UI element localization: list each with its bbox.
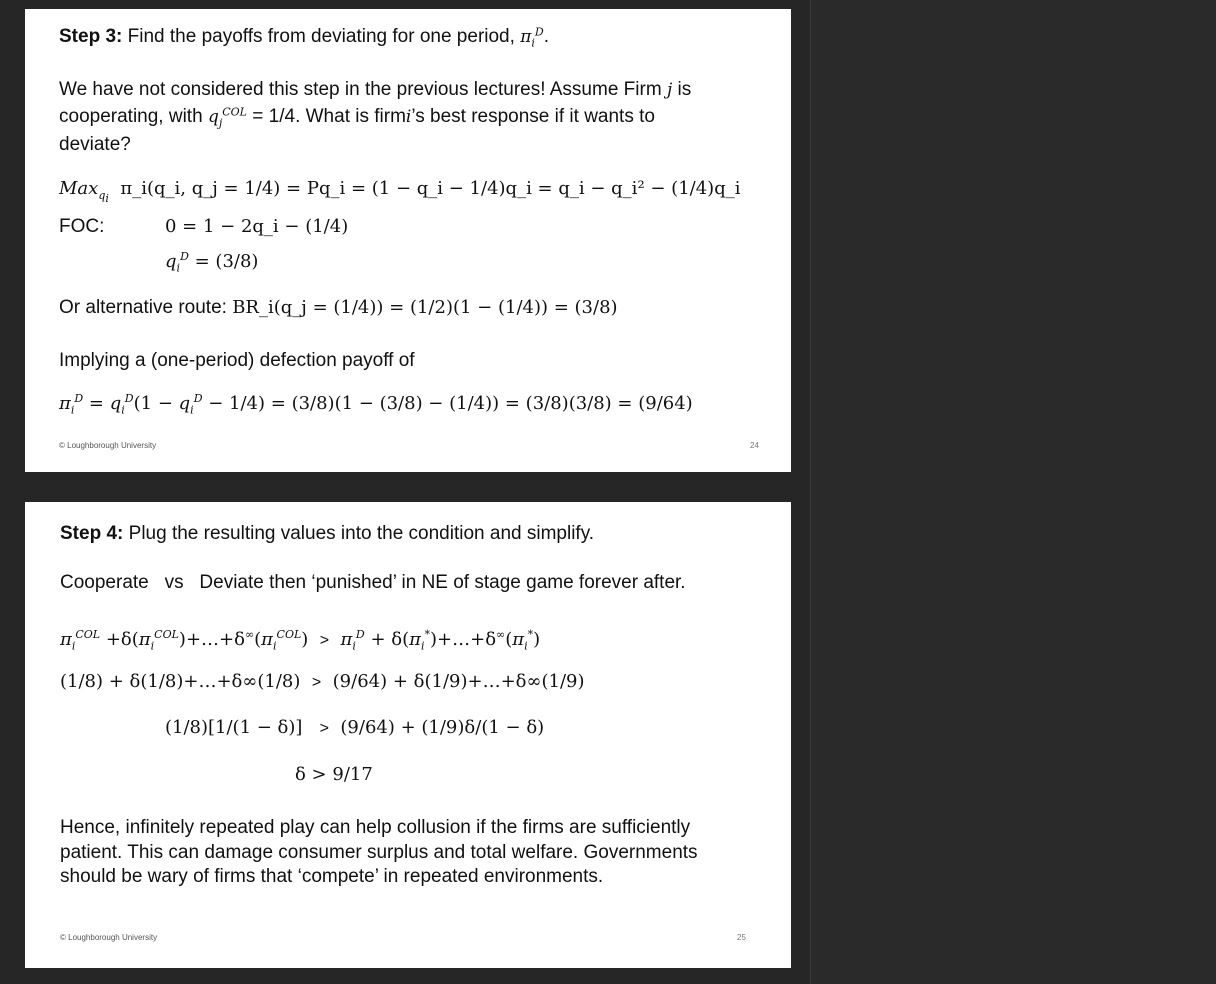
implying-line: Implying a (one-period) defection payoff of: [59, 350, 415, 371]
slide-25: [25, 502, 791, 968]
footer-copyright: © Loughborough University: [60, 933, 158, 942]
alternative-route: Or alternative route: BR_i(q_j = (1/4)) = (1/2)(1 − (1/4)) = (3/8): [59, 297, 618, 318]
inequality-numeric: (1/8) + δ(1/8)+…+δ∞(1/8) > (9/64) + δ(1/9)+…+δ∞(1/9): [60, 671, 585, 692]
inequality-general: $\pi_i^{COL}$ $+\delta(\pi_i^{COL})+\dots+\delta^\infty(\pi_i^{COL}) > \pi_i^D$ + $\delta(\pi_i^*)+\dots+\delta^\infty(\pi_i^*)$: [60, 628, 541, 653]
conclusion-line-2: patient. This can damage consumer surplus and total welfare. Governments: [60, 842, 698, 863]
intro-line-3: deviate?: [59, 134, 131, 155]
conclusion-line-3: should be wary of firms that ‘compete’ in repeated environments.: [60, 866, 604, 887]
slide-24: [25, 9, 791, 472]
intro-line-1: We have not considered this step in the previous lectures! Assume Firm j is: [59, 79, 692, 100]
maximization-equation: Max$_{q_i}$ π_i(q_i, q_j = 1/4) = Pq_i = (1 − q_i − 1/4)q_i = q_i − q_i² − (1/4)q_i: [59, 178, 741, 205]
pi-d-symbol: $\pi_i^D$: [520, 25, 544, 50]
page-number: 25: [737, 933, 746, 942]
compare-line: Cooperate vs Deviate then ‘punished’ in NE of stage game forever after.: [60, 572, 686, 593]
foc-equation-2: $q_i^D = (3/8)$: [165, 250, 259, 275]
page-number: 24: [750, 441, 759, 450]
empty-right-pane: [810, 0, 1216, 984]
footer-copyright: © Loughborough University: [59, 441, 157, 450]
inequality-simplified: (1/8)[1/(1 − δ)] > (9/64) + (1/9)δ/(1 − δ): [165, 717, 545, 738]
foc-equation-1: 0 = 1 − 2q_i − (1/4): [165, 216, 349, 237]
conclusion-line-1: Hence, infinitely repeated play can help collusion if the firms are sufficiently: [60, 817, 691, 838]
defection-payoff-equation: $\pi_i^D = q_i^D(1 - q_i^D - 1/4) = (3/8)(1 - (3/8) - (1/4)) = (3/8)(3/8) = (9/64)$: [59, 392, 693, 417]
intro-line-2: cooperating, with $q_j^{COL} = 1/4$. What is firmi’s best response if it wants to: [59, 105, 655, 130]
result-delta: δ > 9/17: [295, 764, 373, 785]
slide-title: Step 3: Find the payoffs from deviating for one period, $\pi_i^D$.: [59, 25, 550, 50]
slide-title: Step 4: Plug the resulting values into the condition and simplify.: [60, 523, 595, 544]
foc-label: FOC:: [59, 216, 105, 237]
